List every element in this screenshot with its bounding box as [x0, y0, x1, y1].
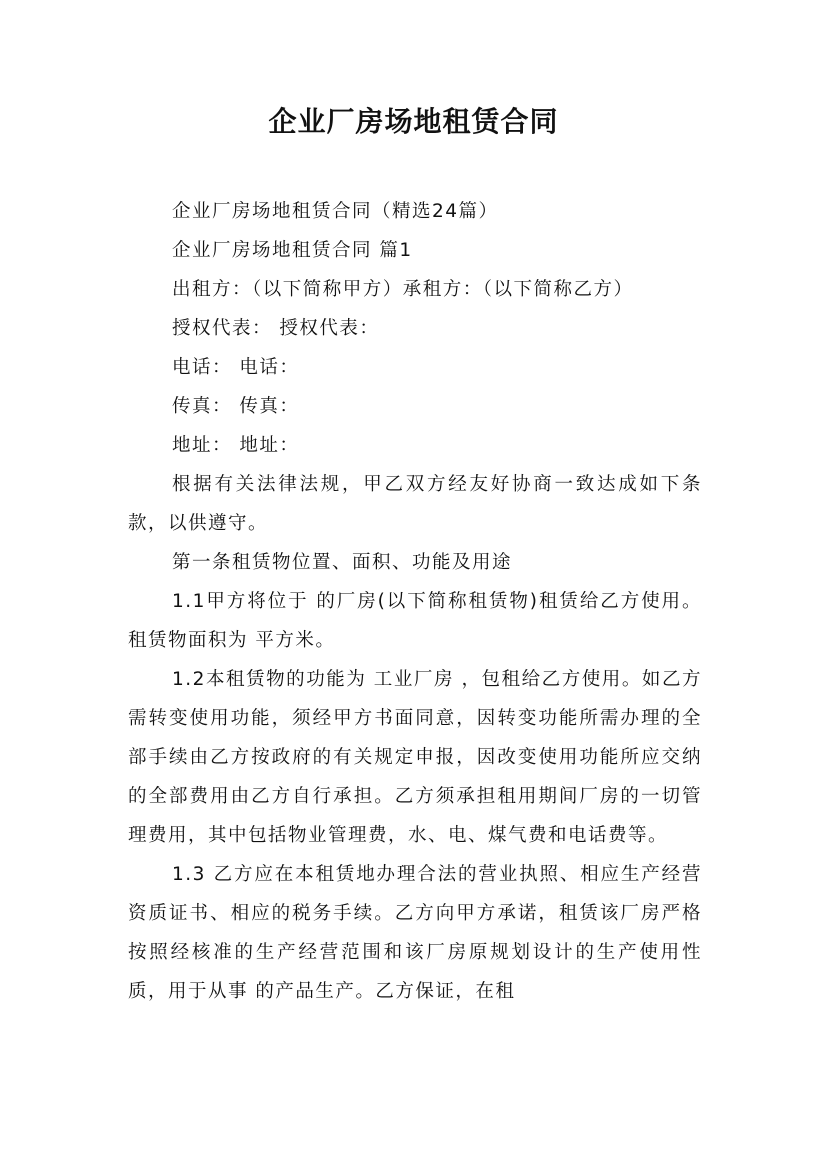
paragraph-clause-1-1: 1.1甲方将位于 的厂房(以下简称租赁物)租赁给乙方使用。租赁物面积为 平方米。 [128, 591, 702, 651]
paragraph-address: 地址： 地址： [172, 435, 300, 456]
paragraph-phone: 电话： 电话： [172, 357, 300, 378]
document-body [128, 192, 702, 1011]
paragraph-preamble: 根据有关法律法规，甲乙双方经友好协商一致达成如下条款，以供遵守。 [128, 474, 702, 534]
paragraph-article-one-heading: 第一条租赁物位置、面积、功能及用途 [172, 552, 513, 573]
paragraph-representatives: 授权代表： 授权代表： [172, 318, 380, 339]
paragraph-section-heading: 企业厂房场地租赁合同 篇1 [172, 240, 413, 261]
paragraph-parties: 出租方：（以下简称甲方）承租方：（以下简称乙方） [172, 279, 634, 300]
paragraph-subtitle: 企业厂房场地租赁合同（精选24篇） [172, 201, 499, 222]
paragraph-clause-1-3: 1.3 乙方应在本租赁地办理合法的营业执照、相应生产经营资质证书、相应的税务手续。乙方向甲方承诺，租赁该厂房严格按照经核准的生产经营范围和该厂房原规划设计的生产使用性质，用于从事 的产品生产。乙方保证，在租 [128, 864, 702, 1002]
paragraph-fax: 传真： 传真： [172, 396, 300, 417]
document-title: 企业厂房场地租赁合同 [268, 105, 559, 138]
paragraph-clause-1-2: 1.2本租赁物的功能为 工业厂房 ，包租给乙方使用。如乙方需转变使用功能，须经甲方书面同意，因转变功能所需办理的全部手续由乙方按政府的有关规定申报，因改变使用功能所应交纳的全部费用由乙方自行承担。乙方须承担租用期间厂房的一切管理费用，其中包括物业管理费，水、电、煤气费和电话费等。 [128, 669, 702, 846]
